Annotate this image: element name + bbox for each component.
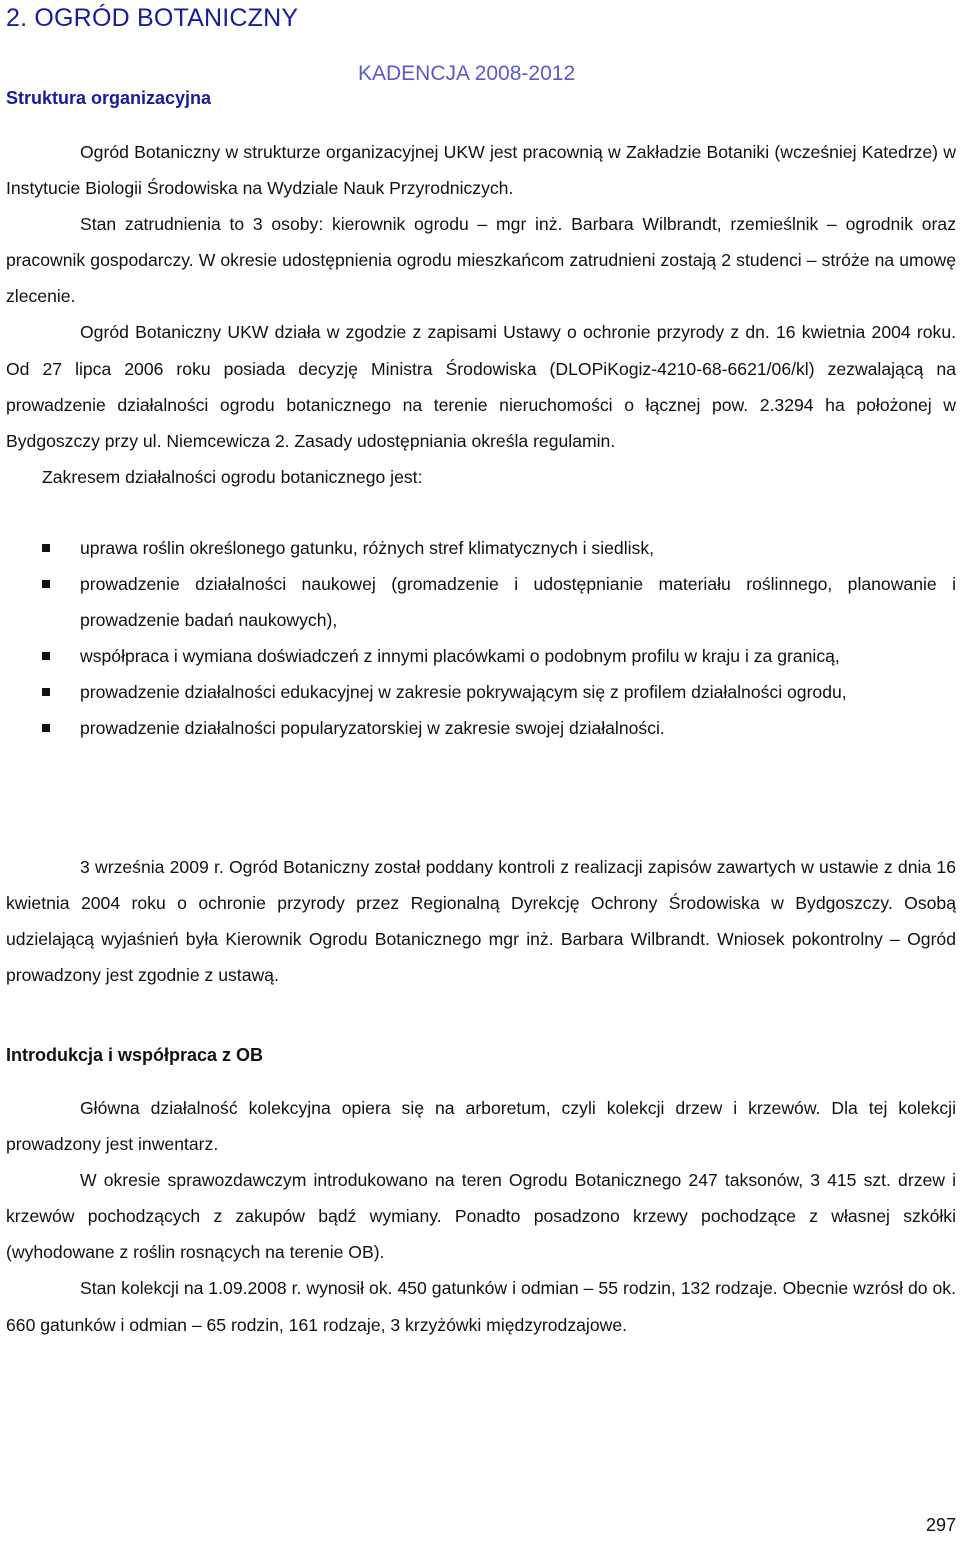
square-bullet-icon xyxy=(42,580,50,588)
square-bullet-icon xyxy=(42,652,50,660)
list-item: prowadzenie działalności naukowej (gromadzenie i udostępnianie materiału roślinnego, planowanie i prowadzenie badań naukowych), xyxy=(6,566,956,638)
list-item: prowadzenie działalności edukacyjnej w zakresie pokrywającym się z profilem działalności ogrodu, xyxy=(6,674,956,710)
introduction-paragraph-3: Stan kolekcji na 1.09.2008 r. wynosił ok. 450 gatunków i odmian – 55 rodzin, 132 rodzaje. Obecnie wzrósł do ok. 660 gatunków i odmian – 65 rodzin, 161 rodzaje, 3 krzyżówki międzyrodzajowe. xyxy=(6,1278,956,1335)
square-bullet-icon xyxy=(42,688,50,696)
introduction-heading: Introdukcja i współpraca z OB xyxy=(6,1045,264,1065)
control-block xyxy=(6,849,956,993)
section-title: 2. OGRÓD BOTANICZNY xyxy=(6,4,299,32)
intro-block xyxy=(6,134,956,495)
activity-list xyxy=(6,530,956,747)
list-item: współpraca i wymiana doświadczeń z innymi placówkami o podobnym profilu w kraju i za granicą, xyxy=(6,638,956,674)
introduction-paragraph-2: W okresie sprawozdawczym introdukowano na teren Ogrodu Botanicznego 247 taksonów, 3 415 szt. drzew i krzewów pochodzących z zakupów bądź wymiany. Ponadto posadzono krzewy pochodzące z własnej szkółki (wyhodowane z roślin rosnących na terenie OB). xyxy=(6,1170,956,1263)
square-bullet-icon xyxy=(42,544,50,552)
control-paragraph: 3 września 2009 r. Ogród Botaniczny został poddany kontroli z realizacji zapisów zawartych w ustawie z dnia 16 kwietnia 2004 roku o ochronie przyrody przez Regionalną Dyrekcję Ochrony Środowiska w Bydgoszczy. Osobą udzielającą wyjaśnień była Kierownik Ogrodu Botanicznego mgr inż. Barbara Wilbrandt. Wniosek pokontrolny – Ogród prowadzony jest zgodnie z ustawą. xyxy=(6,857,956,986)
intro-paragraph-3: Ogród Botaniczny UKW działa w zgodzie z zapisami Ustawy o ochronie przyrody z dn. 16 kwietnia 2004 roku. Od 27 lipca 2006 roku posiada decyzję Ministra Środowiska (DLOPiKogiz-4210-68-6621/06/kl) zezwalającą na prowadzenie działalności ogrodu botanicznego na terenie nieruchomości o łącznej pow. 2.3294 ha położonej w Bydgoszczy przy ul. Niemcewicza 2. Zasady udostępniania określa regulamin. xyxy=(6,322,956,451)
square-bullet-icon xyxy=(42,724,50,732)
introduction-block xyxy=(6,1090,956,1343)
list-item: uprawa roślin określonego gatunku, różnych stref klimatycznych i siedlisk, xyxy=(6,530,956,566)
page-number: 297 xyxy=(925,1515,956,1535)
intro-paragraph-4: Zakresem działalności ogrodu botanicznego jest: xyxy=(42,466,423,487)
list-item: prowadzenie działalności popularyzatorskiej w zakresie swojej działalności. xyxy=(6,710,956,746)
subheading-structure: Struktura organizacyjna xyxy=(6,88,212,108)
intro-paragraph-1: Ogród Botaniczny w strukturze organizacyjnej UKW jest pracownią w Zakładzie Botaniki (wcześniej Katedrze) w Instytucie Biologii Środowiska na Wydziale Nauk Przyrodniczych. xyxy=(6,142,956,199)
term-label: KADENCJA 2008-2012 xyxy=(358,62,576,85)
introduction-paragraph-1: Główna działalność kolekcyjna opiera się na arboretum, czyli kolekcji drzew i krzewów. Dla tej kolekcji prowadzony jest inwentarz. xyxy=(6,1098,956,1155)
intro-paragraph-2: Stan zatrudnienia to 3 osoby: kierownik ogrodu – mgr inż. Barbara Wilbrandt, rzemieślnik – ogrodnik oraz pracownik gospodarczy. W okresie udostępnienia ogrodu mieszkańcom zatrudnieni zostają 2 studenci – stróże na umowę zlecenie. xyxy=(6,214,956,307)
